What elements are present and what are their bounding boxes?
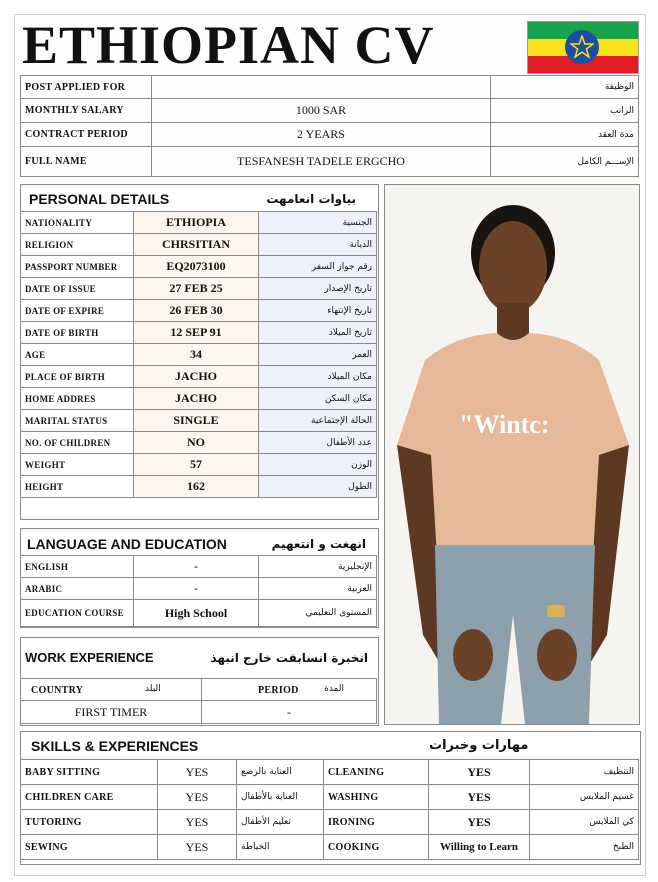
personal-row <box>21 366 377 388</box>
personal-row <box>21 300 377 322</box>
personal-value: 26 FEB 30 <box>134 300 259 322</box>
period-label-ar: المدة <box>324 684 344 694</box>
language-label: ARABIC <box>21 578 134 600</box>
personal-row <box>21 454 377 476</box>
skills-table <box>20 759 639 860</box>
personal-value: ETHIOPIA <box>134 212 259 234</box>
language-education-section <box>20 528 379 628</box>
personal-details-title: PERSONAL DETAILS <box>29 191 170 207</box>
skill-label-ar-left: تعليم الأطفال <box>237 810 324 835</box>
language-value: - <box>134 578 259 600</box>
header-label-ar: الوظيفة <box>491 76 639 99</box>
personal-value: 12 SEP 91 <box>134 322 259 344</box>
header-row <box>21 123 639 147</box>
personal-label-ar: تاريخ الإنتهاء <box>259 300 377 322</box>
personal-label-ar: تاريخ الإصدار <box>259 278 377 300</box>
skill-value-left: YES <box>158 810 237 835</box>
skill-value-left: YES <box>158 760 237 785</box>
period-header-cell <box>202 679 377 701</box>
work-experience-section <box>20 637 379 726</box>
header-label: CONTRACT PERIOD <box>21 123 152 147</box>
personal-label-ar: الوزن <box>259 454 377 476</box>
header-value: 2 YEARS <box>152 123 491 147</box>
personal-label: PASSPORT NUMBER <box>21 256 134 278</box>
skill-label-right: COOKING <box>324 835 429 860</box>
personal-details-title-ar: بياوات انعامهت <box>266 192 356 206</box>
skill-label-left: BABY SITTING <box>21 760 158 785</box>
star-emblem-icon <box>570 35 594 59</box>
personal-value: CHRSITIAN <box>134 234 259 256</box>
language-value: High School <box>134 600 259 627</box>
language-label: EDUCATION COURSE <box>21 600 134 627</box>
skill-label-right: WASHING <box>324 785 429 810</box>
header-label-ar: الراتب <box>491 99 639 123</box>
personal-value: SINGLE <box>134 410 259 432</box>
personal-value: 57 <box>134 454 259 476</box>
work-experience-title-ar: انخبرة انسابقت خارج انبهذ <box>210 651 368 665</box>
personal-label-ar: العمر <box>259 344 377 366</box>
skills-title-ar: مهارات وخبرات <box>429 738 529 753</box>
personal-row <box>21 432 377 454</box>
personal-row <box>21 344 377 366</box>
personal-value: JACHO <box>134 388 259 410</box>
language-label-ar: المستوى التعليمي <box>259 600 377 627</box>
skills-row <box>21 810 639 835</box>
personal-row <box>21 234 377 256</box>
skill-label-ar-left: العناية بالأطفال <box>237 785 324 810</box>
cv-title: ETHIOPIAN CV <box>22 15 435 75</box>
language-education-title: LANGUAGE AND EDUCATION <box>27 536 227 552</box>
personal-row <box>21 388 377 410</box>
personal-value: 34 <box>134 344 259 366</box>
skill-label-ar-left: العناية بالرضع <box>237 760 324 785</box>
personal-label: DATE OF ISSUE <box>21 278 134 300</box>
skills-section <box>20 731 641 865</box>
header-row <box>21 147 639 177</box>
country-label-ar: البلد <box>145 684 161 694</box>
ethiopia-flag-icon <box>527 21 639 74</box>
skill-label-left: SEWING <box>21 835 158 860</box>
skill-label-ar-right: الطبخ <box>530 835 639 860</box>
personal-row <box>21 410 377 432</box>
personal-value: JACHO <box>134 366 259 388</box>
country-label: COUNTRY <box>31 684 84 696</box>
language-row <box>21 600 377 627</box>
personal-details-section <box>20 184 379 520</box>
skill-value-right: YES <box>429 810 530 835</box>
personal-value: EQ2073100 <box>134 256 259 278</box>
personal-row <box>21 212 377 234</box>
skill-label-ar-right: كي الملابس <box>530 810 639 835</box>
skill-value-left: YES <box>158 835 237 860</box>
period-label: PERIOD <box>258 684 299 696</box>
candidate-photo <box>384 184 640 725</box>
country-header-cell <box>21 679 202 701</box>
skill-label-ar-right: التنظيف <box>530 760 639 785</box>
personal-row <box>21 278 377 300</box>
header-row <box>21 99 639 123</box>
skill-label-right: CLEANING <box>324 760 429 785</box>
personal-label-ar: الحالة الإجتماعية <box>259 410 377 432</box>
personal-label: PLACE OF BIRTH <box>21 366 134 388</box>
personal-label: HOME ADDRES <box>21 388 134 410</box>
shirt-text: "Wintc: <box>459 410 550 439</box>
skills-title: SKILLS & EXPERIENCES <box>31 738 199 754</box>
language-row <box>21 556 377 578</box>
personal-label: NATIONALITY <box>21 212 134 234</box>
personal-label-ar: مكان السكن <box>259 388 377 410</box>
header-label: FULL NAME <box>21 147 152 177</box>
personal-label: AGE <box>21 344 134 366</box>
personal-row <box>21 476 377 498</box>
skill-value-right: YES <box>429 785 530 810</box>
language-label-ar: الإنجليزية <box>259 556 377 578</box>
header-table <box>20 75 639 177</box>
skill-label-left: CHILDREN CARE <box>21 785 158 810</box>
personal-value: NO <box>134 432 259 454</box>
language-label: ENGLISH <box>21 556 134 578</box>
skill-label-ar-left: الخياطة <box>237 835 324 860</box>
personal-label-ar: الديانة <box>259 234 377 256</box>
skill-label-ar-right: غسيم الملابس <box>530 785 639 810</box>
skill-label-right: IRONING <box>324 810 429 835</box>
header-value: TESFANESH TADELE ERGCHO <box>152 147 491 177</box>
personal-label-ar: رقم جواز السفر <box>259 256 377 278</box>
personal-label: HEIGHT <box>21 476 134 498</box>
personal-label: WEIGHT <box>21 454 134 476</box>
personal-label: DATE OF BIRTH <box>21 322 134 344</box>
header-label-ar: الإســـم الكامل <box>491 147 639 177</box>
skill-value-left: YES <box>158 785 237 810</box>
skill-label-left: TUTORING <box>21 810 158 835</box>
personal-value: 162 <box>134 476 259 498</box>
personal-label: RELIGION <box>21 234 134 256</box>
skills-row <box>21 760 639 785</box>
personal-label-ar: مكان الميلاد <box>259 366 377 388</box>
header-value <box>152 76 491 99</box>
personal-value: 27 FEB 25 <box>134 278 259 300</box>
skills-row <box>21 835 639 860</box>
language-value: - <box>134 556 259 578</box>
personal-details-table <box>20 211 377 498</box>
language-row <box>21 578 377 600</box>
language-label-ar: العربية <box>259 578 377 600</box>
skills-row <box>21 785 639 810</box>
personal-label-ar: الطول <box>259 476 377 498</box>
personal-label-ar: الجنسية <box>259 212 377 234</box>
language-table <box>20 555 377 627</box>
country-value: FIRST TIMER <box>21 701 202 724</box>
personal-label-ar: عدد الأطفال <box>259 432 377 454</box>
header-value: 1000 SAR <box>152 99 491 123</box>
header-label-ar: مدة العقد <box>491 123 639 147</box>
period-value: - <box>202 701 377 724</box>
work-experience-title: WORK EXPERIENCE <box>25 650 154 665</box>
skill-value-right: YES <box>429 760 530 785</box>
personal-label-ar: تاريخ الميلاد <box>259 322 377 344</box>
personal-label: NO. OF CHILDREN <box>21 432 134 454</box>
personal-row <box>21 322 377 344</box>
header-row <box>21 76 639 99</box>
work-table <box>20 678 377 724</box>
header-label: POST APPLIED FOR <box>21 76 152 99</box>
personal-row <box>21 256 377 278</box>
skill-value-right: Willing to Learn <box>429 835 530 860</box>
language-education-title-ar: انهغت و انتعهيم <box>271 537 366 551</box>
personal-label: MARITAL STATUS <box>21 410 134 432</box>
personal-label: DATE OF EXPIRE <box>21 300 134 322</box>
header-label: MONTHLY SALARY <box>21 99 152 123</box>
